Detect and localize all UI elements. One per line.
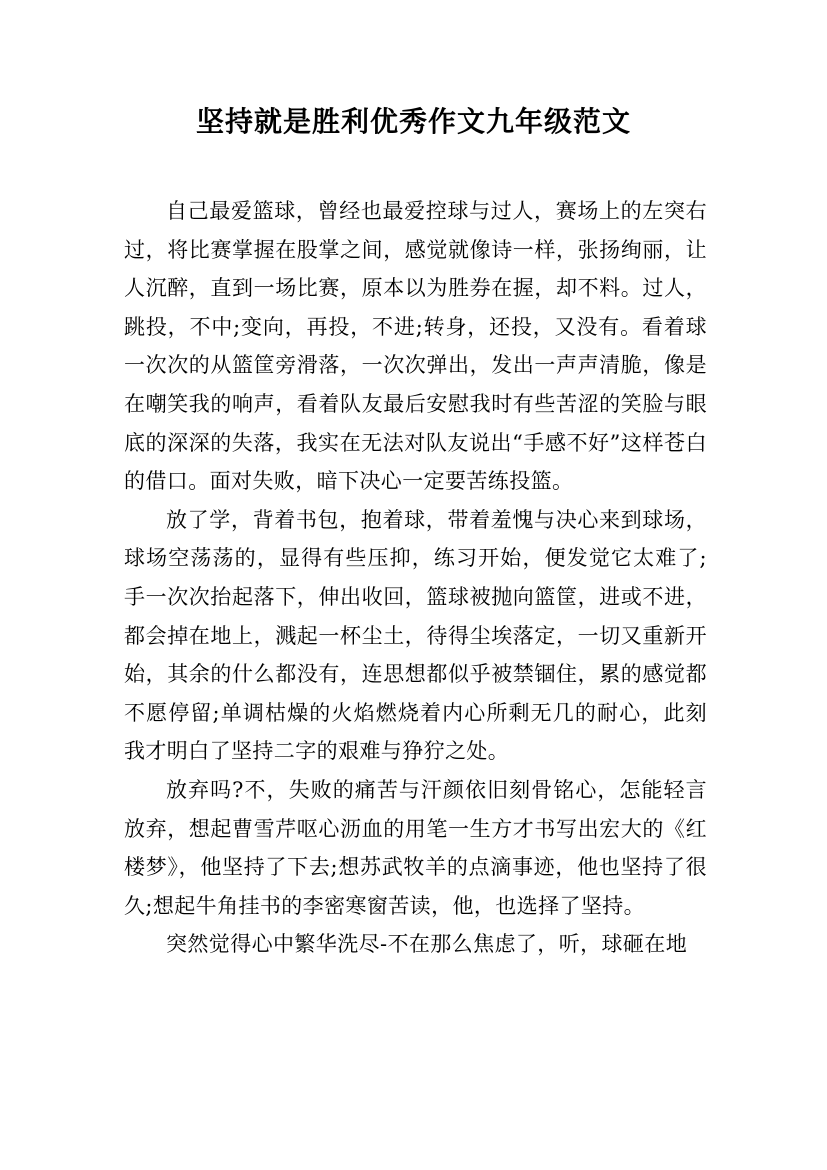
paragraph-3: 放弃吗?不，失败的痛苦与汗颜依旧刻骨铭心，怎能轻言放弃，想起曹雪芹呕心沥血的用笔一生方才书写出宏大的《红楼梦》，他坚持了下去;想苏武牧羊的点滴事迹，他也坚持了很久;想起牛角挂书的李密寒窗苦读，他，也选择了坚持。 <box>124 777 707 918</box>
document-body <box>124 192 707 964</box>
paragraph-1: 自己最爱篮球，曾经也最爱控球与过人，赛场上的左突右过，将比赛掌握在股掌之间，感觉就像诗一样，张扬绚丽，让人沉醉，直到一场比赛，原本以为胜券在握，却不料。过人，跳投，不中;变向，再投，不进;转身，还投，又没有。看着球一次次的从篮筐旁滑落，一次次弹出，发出一声声清脆，像是在嘲笑我的响声，看着队友最后安慰我时有些苦涩的笑脸与眼底的深深的失落，我实在无法对队友说出“手感不好”这样苍白的借口。面对失败，暗下决心一定要苦练投篮。 <box>124 199 707 494</box>
document-title: 坚持就是胜利优秀作文九年级范文 <box>195 105 631 138</box>
paragraph-4: 突然觉得心中繁华洗尽-不在那么焦虑了，听，球砸在地 <box>166 932 688 957</box>
paragraph-2: 放了学，背着书包，抱着球，带着羞愧与决心来到球场，球场空荡荡的，显得有些压抑，练习开始，便发觉它太难了;手一次次抬起落下，伸出收回，篮球被抛向篮筐，进或不进，都会掉在地上，溅起一杯尘土，待得尘埃落定，一切又重新开始，其余的什么都没有，连思想都似乎被禁锢住，累的感觉都不愿停留;单调枯燥的火焰燃烧着内心所剩无几的耐心，此刻我才明白了坚持二字的艰难与狰狞之处。 <box>124 507 707 764</box>
